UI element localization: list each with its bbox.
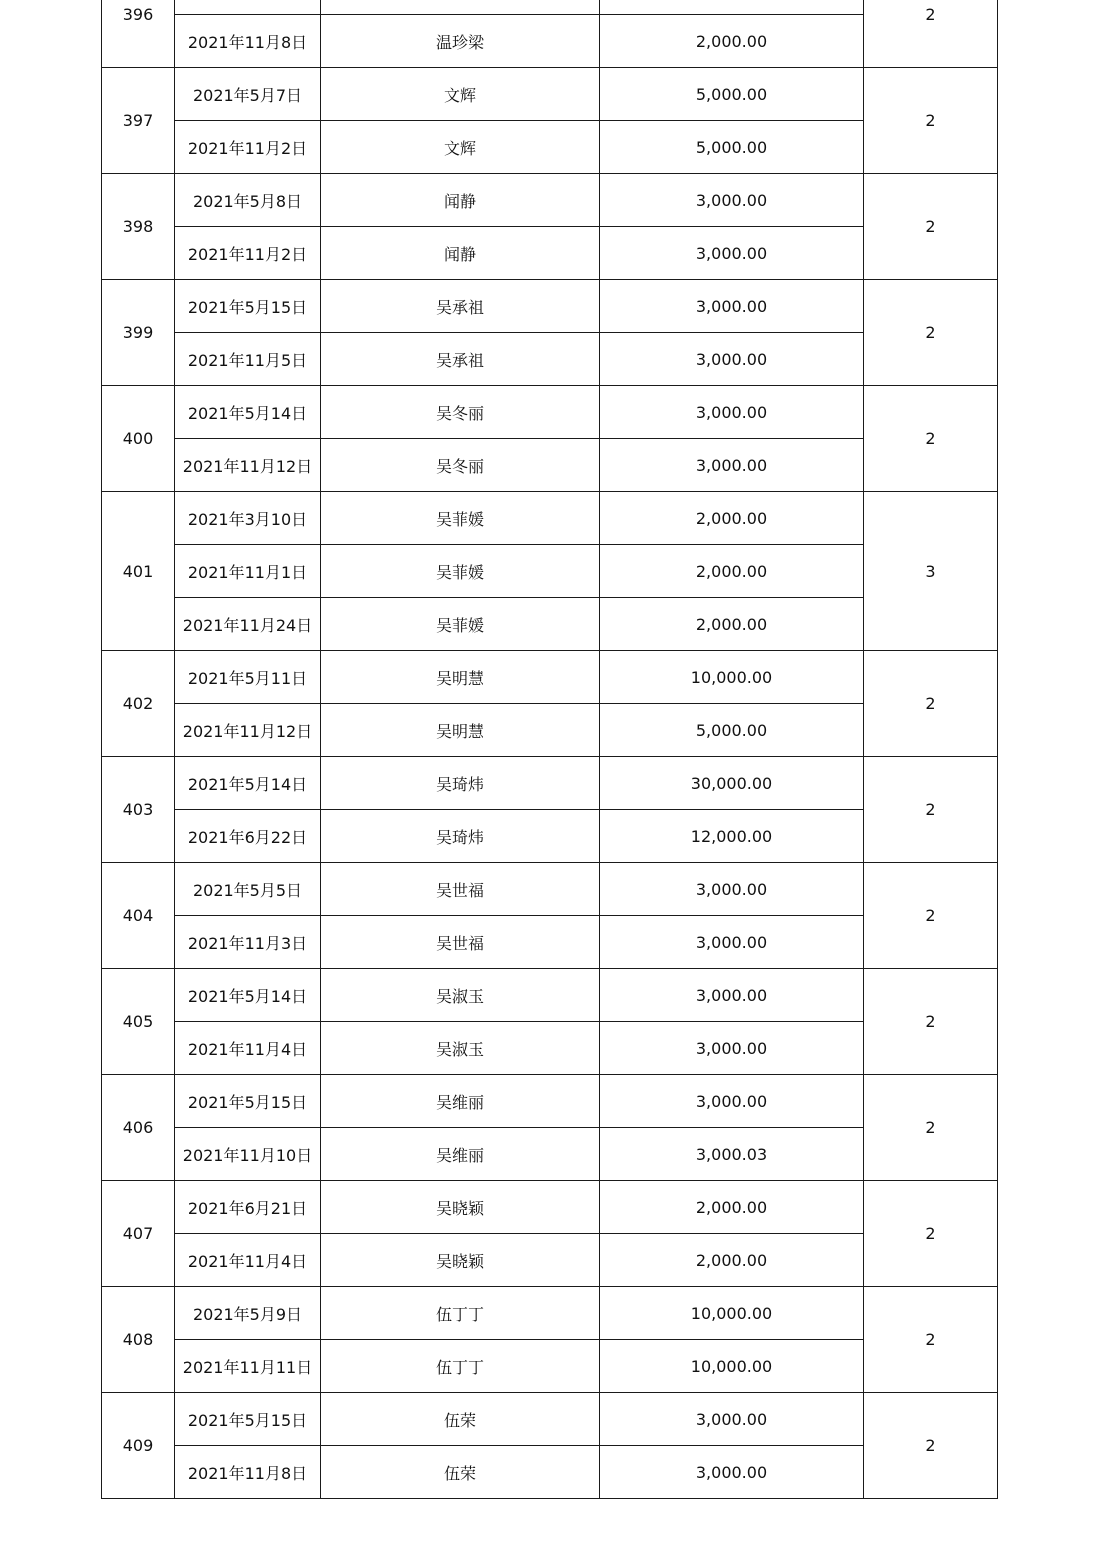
count-cell: 2 — [864, 651, 998, 757]
table-row — [102, 969, 998, 1022]
amount-cell: 10,000.00 — [600, 1287, 864, 1340]
sequence-number-cell: 399 — [102, 280, 175, 386]
amount-cell: 2,000.00 — [600, 598, 864, 651]
date-cell: 2021年5月15日 — [175, 1075, 321, 1128]
amount-cell: 10,000.00 — [600, 651, 864, 704]
name-cell: 吴琦炜 — [321, 757, 600, 810]
sequence-number-cell: 401 — [102, 492, 175, 651]
records-table — [101, 0, 998, 1499]
name-cell: 温珍梁 — [321, 15, 600, 68]
table-row — [102, 386, 998, 439]
amount-cell: 3,000.00 — [600, 333, 864, 386]
sequence-number-cell: 398 — [102, 174, 175, 280]
amount-cell: 3,000.00 — [600, 863, 864, 916]
table-row — [102, 651, 998, 704]
name-cell: 伍荣 — [321, 1446, 600, 1499]
count-cell: 3 — [864, 492, 998, 651]
amount-cell: 3,000.00 — [600, 916, 864, 969]
sequence-number-cell: 405 — [102, 969, 175, 1075]
date-cell: 2021年5月14日 — [175, 757, 321, 810]
name-cell: 吴维丽 — [321, 1128, 600, 1181]
date-cell: 2021年11月5日 — [175, 333, 321, 386]
date-cell: 2021年5月15日 — [175, 280, 321, 333]
date-cell: 2021年11月1日 — [175, 545, 321, 598]
date-cell: 2021年5月14日 — [175, 969, 321, 1022]
document-page — [101, 5, 997, 1541]
name-cell: 吴冬丽 — [321, 439, 600, 492]
sequence-number-cell: 402 — [102, 651, 175, 757]
date-cell: 2021年11月12日 — [175, 704, 321, 757]
name-cell: 吴菲媛 — [321, 598, 600, 651]
count-cell: 2 — [864, 386, 998, 492]
table-row — [102, 1181, 998, 1234]
sequence-number-cell: 406 — [102, 1075, 175, 1181]
name-cell: 吴明慧 — [321, 704, 600, 757]
table-row — [102, 492, 998, 545]
table-row — [102, 227, 998, 280]
name-cell: 吴菲媛 — [321, 492, 600, 545]
date-cell: 2021年11月12日 — [175, 439, 321, 492]
amount-cell — [600, 0, 864, 15]
table-row — [102, 333, 998, 386]
date-cell: 2021年11月8日 — [175, 15, 321, 68]
name-cell — [321, 0, 600, 15]
sequence-number-cell: 404 — [102, 863, 175, 969]
name-cell: 伍丁丁 — [321, 1340, 600, 1393]
count-cell: 2 — [864, 68, 998, 174]
name-cell: 吴晓颖 — [321, 1234, 600, 1287]
sequence-number-cell: 407 — [102, 1181, 175, 1287]
amount-cell: 30,000.00 — [600, 757, 864, 810]
table-scroll-offset — [101, 0, 997, 1499]
name-cell: 吴菲媛 — [321, 545, 600, 598]
name-cell: 文辉 — [321, 68, 600, 121]
name-cell: 吴淑玉 — [321, 1022, 600, 1075]
name-cell: 伍丁丁 — [321, 1287, 600, 1340]
name-cell: 吴淑玉 — [321, 969, 600, 1022]
table-row — [102, 121, 998, 174]
amount-cell: 5,000.00 — [600, 121, 864, 174]
table-row — [102, 439, 998, 492]
date-cell: 2021年5月8日 — [175, 174, 321, 227]
amount-cell: 3,000.00 — [600, 227, 864, 280]
table-row — [102, 1340, 998, 1393]
date-cell: 2021年11月2日 — [175, 121, 321, 174]
amount-cell: 2,000.00 — [600, 1234, 864, 1287]
records-table-body — [102, 0, 998, 1499]
name-cell: 吴世福 — [321, 863, 600, 916]
date-cell: 2021年5月7日 — [175, 68, 321, 121]
date-cell: 2021年11月24日 — [175, 598, 321, 651]
table-row — [102, 704, 998, 757]
date-cell: 2021年11月11日 — [175, 1340, 321, 1393]
table-row — [102, 174, 998, 227]
name-cell: 吴世福 — [321, 916, 600, 969]
name-cell: 吴承祖 — [321, 333, 600, 386]
name-cell: 吴维丽 — [321, 1075, 600, 1128]
date-cell: 2021年11月3日 — [175, 916, 321, 969]
amount-cell: 2,000.00 — [600, 492, 864, 545]
count-cell: 2 — [864, 280, 998, 386]
amount-cell: 3,000.03 — [600, 1128, 864, 1181]
count-cell: 2 — [864, 863, 998, 969]
date-cell: 2021年5月9日 — [175, 1287, 321, 1340]
name-cell: 吴冬丽 — [321, 386, 600, 439]
date-cell — [175, 0, 321, 15]
amount-cell: 12,000.00 — [600, 810, 864, 863]
date-cell: 2021年11月10日 — [175, 1128, 321, 1181]
name-cell: 伍荣 — [321, 1393, 600, 1446]
table-row — [102, 757, 998, 810]
count-cell: 2 — [864, 1181, 998, 1287]
table-row — [102, 280, 998, 333]
amount-cell: 2,000.00 — [600, 15, 864, 68]
amount-cell: 2,000.00 — [600, 545, 864, 598]
table-row — [102, 1022, 998, 1075]
count-cell: 2 — [864, 1075, 998, 1181]
date-cell: 2021年3月10日 — [175, 492, 321, 545]
sequence-number-cell: 403 — [102, 757, 175, 863]
table-row — [102, 810, 998, 863]
name-cell: 吴明慧 — [321, 651, 600, 704]
amount-cell: 3,000.00 — [600, 969, 864, 1022]
sequence-number-cell: 409 — [102, 1393, 175, 1499]
sequence-number-cell: 396 — [102, 0, 175, 68]
table-row — [102, 68, 998, 121]
date-cell: 2021年5月5日 — [175, 863, 321, 916]
name-cell: 吴承祖 — [321, 280, 600, 333]
amount-cell: 3,000.00 — [600, 1022, 864, 1075]
date-cell: 2021年11月2日 — [175, 227, 321, 280]
count-cell: 2 — [864, 0, 998, 68]
amount-cell: 3,000.00 — [600, 174, 864, 227]
count-cell: 2 — [864, 969, 998, 1075]
count-cell: 2 — [864, 174, 998, 280]
table-row — [102, 1446, 998, 1499]
amount-cell: 3,000.00 — [600, 439, 864, 492]
table-row — [102, 0, 998, 15]
sequence-number-cell: 400 — [102, 386, 175, 492]
table-row — [102, 598, 998, 651]
count-cell: 2 — [864, 757, 998, 863]
date-cell: 2021年11月4日 — [175, 1234, 321, 1287]
name-cell: 闻静 — [321, 174, 600, 227]
count-cell: 2 — [864, 1393, 998, 1499]
name-cell: 吴琦炜 — [321, 810, 600, 863]
date-cell: 2021年6月21日 — [175, 1181, 321, 1234]
table-row — [102, 1128, 998, 1181]
amount-cell: 2,000.00 — [600, 1181, 864, 1234]
table-row — [102, 15, 998, 68]
table-row — [102, 1234, 998, 1287]
amount-cell: 3,000.00 — [600, 1446, 864, 1499]
table-row — [102, 545, 998, 598]
table-row — [102, 1287, 998, 1340]
amount-cell: 3,000.00 — [600, 386, 864, 439]
table-row — [102, 1075, 998, 1128]
table-row — [102, 1393, 998, 1446]
sequence-number-cell: 408 — [102, 1287, 175, 1393]
name-cell: 吴晓颖 — [321, 1181, 600, 1234]
date-cell: 2021年11月8日 — [175, 1446, 321, 1499]
date-cell: 2021年5月15日 — [175, 1393, 321, 1446]
count-cell: 2 — [864, 1287, 998, 1393]
amount-cell: 5,000.00 — [600, 704, 864, 757]
amount-cell: 3,000.00 — [600, 1393, 864, 1446]
name-cell: 文辉 — [321, 121, 600, 174]
date-cell: 2021年5月14日 — [175, 386, 321, 439]
name-cell: 闻静 — [321, 227, 600, 280]
date-cell: 2021年5月11日 — [175, 651, 321, 704]
amount-cell: 3,000.00 — [600, 280, 864, 333]
sequence-number-cell: 397 — [102, 68, 175, 174]
table-row — [102, 863, 998, 916]
date-cell: 2021年11月4日 — [175, 1022, 321, 1075]
table-row — [102, 916, 998, 969]
amount-cell: 3,000.00 — [600, 1075, 864, 1128]
date-cell: 2021年6月22日 — [175, 810, 321, 863]
amount-cell: 5,000.00 — [600, 68, 864, 121]
amount-cell: 10,000.00 — [600, 1340, 864, 1393]
